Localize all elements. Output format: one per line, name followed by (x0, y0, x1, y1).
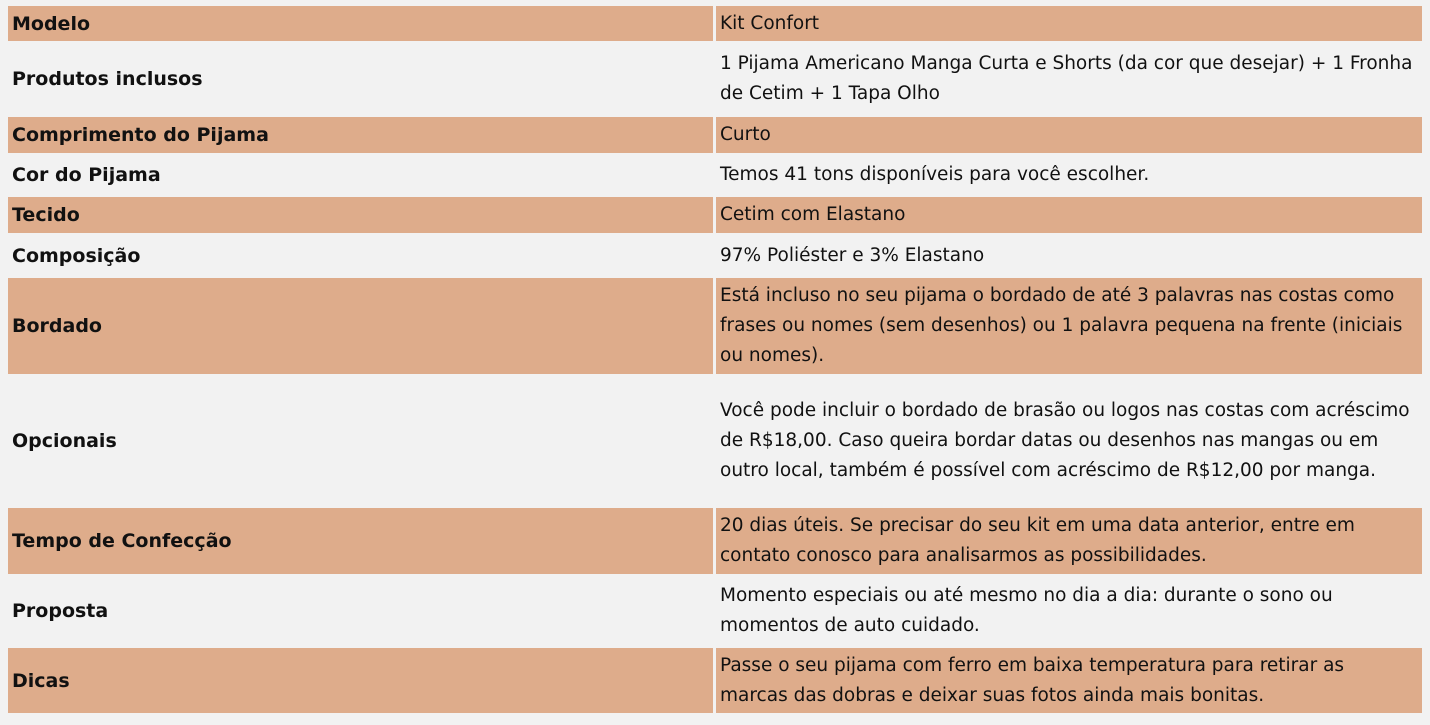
row-label: Dicas (8, 648, 716, 716)
table-row-tempo-confeccao (8, 508, 1422, 577)
table-row-opcionais (8, 377, 1422, 508)
row-value: Cetim com Elastano (716, 197, 1422, 236)
table-row-bordado (8, 278, 1422, 377)
row-label: Modelo (8, 6, 716, 44)
row-label: Comprimento do Pijama (8, 117, 716, 156)
table-row-proposta (8, 577, 1422, 648)
row-label: Produtos inclusos (8, 44, 716, 117)
row-value: 1 Pijama Americano Manga Curta e Shorts (da cor que desejar) + 1 Fronha de Cetim + 1 Tapa Olho (716, 44, 1422, 117)
row-value: 20 dias úteis. Se precisar do seu kit em uma data anterior, entre em contato conosco para analisarmos as possibilidades. (716, 508, 1422, 577)
table-row-produtos-inclusos (8, 44, 1422, 117)
row-label: Tecido (8, 197, 716, 236)
row-label: Composição (8, 236, 716, 278)
row-value: Momento especiais ou até mesmo no dia a dia: durante o sono ou momentos de auto cuidado. (716, 577, 1422, 648)
table-row-composicao (8, 236, 1422, 278)
row-label: Proposta (8, 577, 716, 648)
row-value: Kit Confort (716, 6, 1422, 44)
row-label: Bordado (8, 278, 716, 377)
row-value: Você pode incluir o bordado de brasão ou logos nas costas com acréscimo de R$18,00. Caso queira bordar datas ou desenhos nas mangas ou em outro local, também é possível com acréscimo de R$12,00 por manga. (716, 377, 1422, 508)
table-row-dicas (8, 648, 1422, 716)
row-label: Opcionais (8, 377, 716, 508)
table-row-modelo (8, 6, 1422, 44)
table-row-tecido (8, 197, 1422, 236)
row-value: Está incluso no seu pijama o bordado de até 3 palavras nas costas como frases ou nomes (sem desenhos) ou 1 palavra pequena na frente (iniciais ou nomes). (716, 278, 1422, 377)
table-row-cor (8, 156, 1422, 197)
row-value: 97% Poliéster e 3% Elastano (716, 236, 1422, 278)
row-label: Cor do Pijama (8, 156, 716, 197)
row-value: Passe o seu pijama com ferro em baixa temperatura para retirar as marcas das dobras e deixar suas fotos ainda mais bonitas. (716, 648, 1422, 716)
product-spec-table (8, 6, 1422, 716)
row-value: Curto (716, 117, 1422, 156)
row-value: Temos 41 tons disponíveis para você escolher. (716, 156, 1422, 197)
table-row-comprimento (8, 117, 1422, 156)
row-label: Tempo de Confecção (8, 508, 716, 577)
